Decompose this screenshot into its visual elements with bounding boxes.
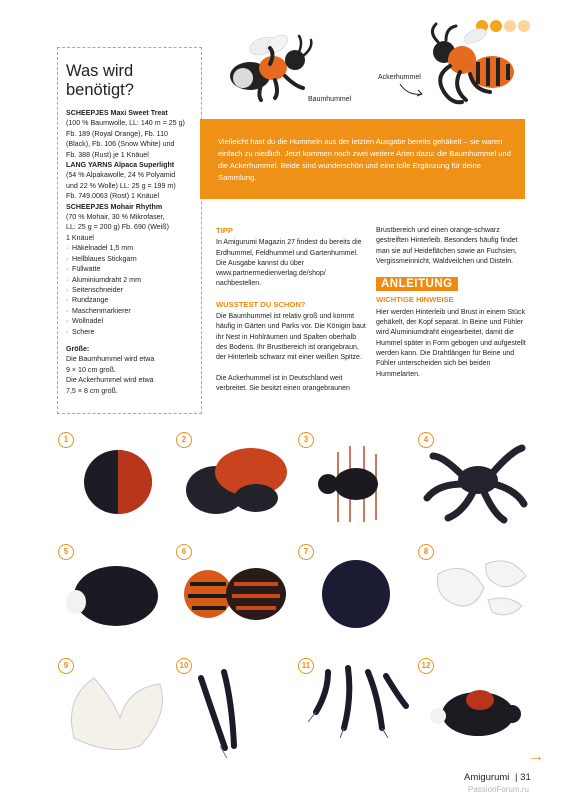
yarn-detail: 1 Knäuel: [66, 233, 95, 242]
crochet-piece-image: [58, 658, 173, 758]
tipp-heading: TIPP: [216, 226, 233, 235]
step-photo: [176, 658, 291, 753]
yarn-detail: und 22 % Wolle) LL: 25 g = 199 m): [66, 181, 176, 190]
step-photo: [176, 432, 291, 527]
step-number: 2: [176, 432, 192, 448]
yarn-detail: LL: 25 g = 200 g) Fb. 690 (Weiß): [66, 223, 169, 232]
materials-list: [66, 108, 201, 243]
size-line: 9 × 10 cm groß.: [66, 365, 116, 374]
step-number: 7: [298, 544, 314, 560]
crochet-piece-image: [176, 432, 291, 532]
tool-item: · Wollnadel: [66, 316, 201, 326]
tools-list: [66, 243, 201, 337]
crochet-piece-image: [298, 544, 413, 644]
step-photo: [418, 544, 533, 639]
ackerhummel-illustration: [420, 22, 525, 122]
yarn-brand: SCHEEPJES Maxi Sweet Treat: [66, 109, 168, 117]
anleitung-heading: ANLEITUNG: [376, 277, 458, 291]
curved-arrow-icon: [398, 80, 428, 100]
step-photo: [418, 432, 533, 527]
tool-item: · Hellblaues Stickgarn: [66, 254, 201, 264]
yarn-brand: SCHEEPJES Mohair Rhythm: [66, 202, 163, 211]
materials-title: Was wird benötigt?: [66, 62, 134, 99]
baumhummel-label: Baumhummel: [308, 96, 352, 103]
step-photo: [298, 544, 413, 639]
intro-text: Vielleicht hast du die Hummeln aus der letzten Ausgabe bereits gehäkelt – sie waren einfach zu niedlich. Jetzt kommen noch zwei weitere Arten dazu: die Baumhummel und die Ackerhummel. Beide sind wunderschön und eine tolle Ergänzung für deine Sammlung.: [218, 137, 511, 182]
step-photo: [418, 658, 533, 753]
tool-item: · Füllwatte: [66, 264, 201, 274]
page-number: 31: [520, 772, 531, 783]
next-arrow-icon[interactable]: →: [528, 748, 544, 765]
middle-column: [216, 226, 366, 394]
continued-text: Brustbereich und einen orange-schwarz gestreiften Hinterleib. Besonders häufig findet man sie auf Heideflächen sowie an Fuchsien, Vergissmeinnicht, Waldveilchen und Disteln.: [376, 227, 518, 265]
crochet-piece-image: [418, 432, 533, 532]
tool-item: · Häkelnadel 1,5 mm: [66, 243, 201, 253]
crochet-piece-image: [176, 658, 291, 758]
hinweise-heading: WICHTIGE HINWEISE: [376, 295, 454, 305]
hinweise-text: Hier werden Hinterleib und Brust in einem Stück gehäkelt, der Kopf separat. In Beine und Fühler wird Aluminiumdraht eingearbeitet, damit die Hummel später in Form gebogen und aufgestellt werden kann. Die Drahtlängen für Beine und Fühler unterscheiden sich bei beiden Hummelarten.: [376, 308, 526, 378]
crochet-piece-image: [298, 432, 413, 532]
right-column: [376, 226, 526, 380]
step-photo: [176, 544, 291, 639]
crochet-piece-image: [418, 658, 533, 758]
tipp-text: In Amigurumi Magazin 27 findest du bereits die Erdhummel, Feldhummel und Gartenhummel. Die Ausgabe kannst du über www.partnermedienverlag.de/shop/ nachbestellen.: [216, 239, 362, 288]
yarn-detail: Fb. 189 (Royal Orange), Fb. 110: [66, 129, 168, 138]
size-title: Größe:: [66, 344, 90, 353]
step-number: 8: [418, 544, 434, 560]
crochet-piece-image: [58, 544, 173, 644]
step-photo: [298, 432, 413, 527]
tool-item: · Aluminiumdraht 2 mm: [66, 275, 201, 285]
step-number: 4: [418, 432, 434, 448]
yarn-detail: (100 % Baumwolle, LL: 140 m = 25 g): [66, 119, 185, 128]
wusstest-heading: WUSSTEST DU SCHON?: [216, 299, 306, 309]
tool-item: · Seitenschneider: [66, 285, 201, 295]
step-photo: [58, 658, 173, 753]
step-number: 5: [58, 544, 74, 560]
yarn-detail: (54 % Alpakawolle, 24 % Polyamid: [66, 171, 176, 180]
magazine-title: Amigurumi: [464, 772, 510, 783]
ackerhummel-label: Ackerhummel: [378, 74, 421, 81]
size-line: 7,5 × 8 cm groß.: [66, 386, 118, 395]
step-number: 9: [58, 658, 74, 674]
crochet-piece-image: [418, 544, 533, 644]
crochet-piece-image: [176, 544, 291, 644]
tool-item: · Schere: [66, 327, 201, 337]
step-number: 3: [298, 432, 314, 448]
step-number: 6: [176, 544, 192, 560]
step-photo: [58, 432, 173, 527]
step-number: 12: [418, 658, 434, 674]
tool-item: · Rundzange: [66, 295, 201, 305]
materials-box: [57, 47, 202, 414]
yarn-detail: Fb. 388 (Rust) je 1 Knäuel: [66, 150, 149, 159]
magazine-footer: Amigurumi | 31: [464, 772, 531, 783]
step-number: 11: [298, 658, 314, 674]
step-number: 1: [58, 432, 74, 448]
crochet-piece-image: [58, 432, 173, 532]
yarn-detail: (Black), Fb. 106 (Snow White) und: [66, 140, 175, 149]
size-line: Die Baumhummel wird etwa: [66, 355, 155, 364]
yarn-detail: (70 % Mohair, 30 % Mikrofaser,: [66, 213, 165, 222]
tool-item: · Maschenmarkierer: [66, 306, 201, 316]
intro-banner: [200, 119, 525, 199]
size-line: Die Ackerhummel wird etwa: [66, 376, 154, 385]
step-photo: [298, 658, 413, 753]
wusstest-text-1: Die Baumhummel ist relativ groß und kommt häufig in Gärten und Parks vor. Die Königin baut ihr Nest in Hohlräumen und Spalten oberhalb des Bodens. Ihr Brustbereich ist orangebraun, der Hinterleib schwarz mit einer weißen Spitze.: [216, 313, 366, 362]
crochet-piece-image: [298, 658, 413, 758]
yarn-detail: Fb. 749.0063 (Rost) 1 Knäuel: [66, 192, 160, 201]
yarn-brand: LANG YARNS Alpaca Superlight: [66, 161, 175, 170]
step-photo: [58, 544, 173, 639]
wusstest-text-2: Die Ackerhummel ist in Deutschland weit verbreitet. Sie besitzt einen orangebraunen: [216, 374, 350, 392]
step-number: 10: [176, 658, 192, 674]
watermark: PassionForum.ru: [468, 785, 529, 794]
size-list: [66, 354, 201, 396]
